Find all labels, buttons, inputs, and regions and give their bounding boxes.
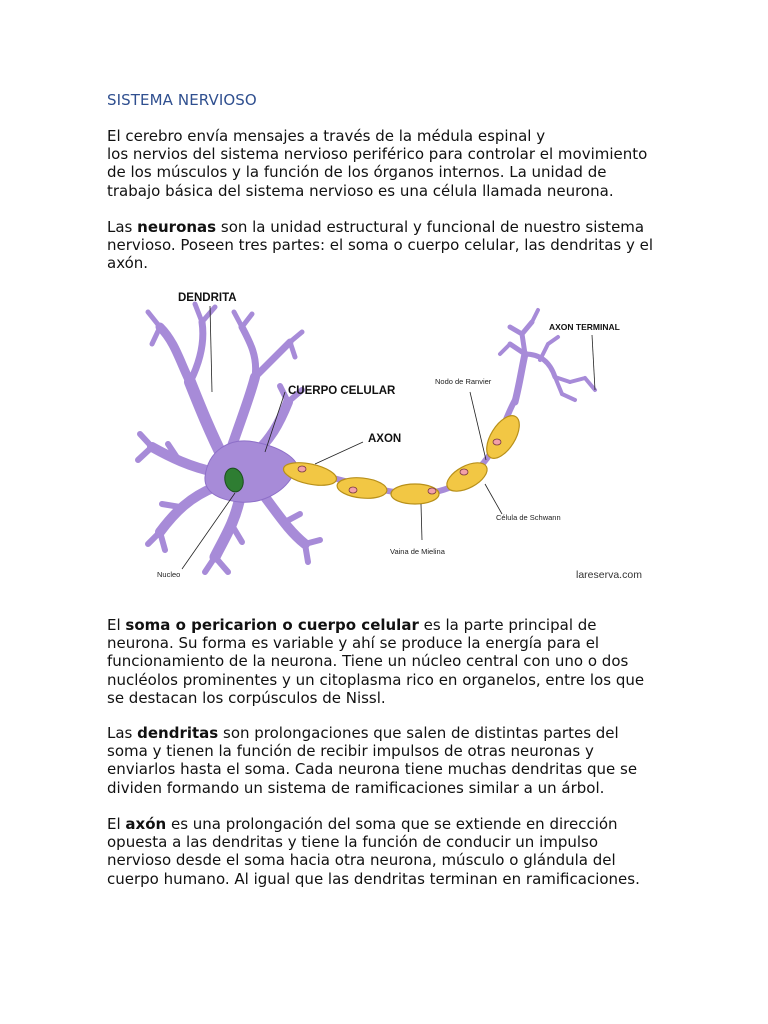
text-line: nervioso. Poseen tres partes: el soma o cuerpo celular, las dendritas y el <box>107 236 654 255</box>
text-line <box>107 724 667 742</box>
text-line: soma y tienen la función de recibir impulsos de otras neuronas y <box>107 742 594 761</box>
label-cuerpo-celular: CUERPO CELULAR <box>288 385 396 397</box>
text-line <box>107 218 667 236</box>
dendritas-paragraph <box>107 724 667 797</box>
text-line: funcionamiento de la neurona. Tiene un núcleo central con uno o dos <box>107 652 629 671</box>
label-vaina-mielina: Vaina de Mielina <box>390 547 445 556</box>
text-line: neurona. Su forma es variable y ahí se produce la energía para el <box>107 634 600 653</box>
text-run: es la parte principal de <box>418 616 597 634</box>
text-run: son la unidad estructural y funcional de nuestro sistema <box>216 218 645 236</box>
text-line: de los músculos y la función de los órganos internos. La unidad de <box>107 163 607 182</box>
soma-paragraph <box>107 616 667 707</box>
text-run: Las <box>107 218 138 236</box>
text-run: es una prolongación del soma que se extiende en dirección <box>166 815 618 833</box>
axon-paragraph <box>107 815 667 888</box>
text-line: opuesta a las dendritas y tiene la función de conducir un impulso <box>107 833 599 852</box>
text-run: son prolongaciones que salen de distintas partes del <box>218 724 619 742</box>
label-nodo-ranvier: Nodo de Ranvier <box>435 377 492 386</box>
label-dendrita: DENDRITA <box>178 292 237 304</box>
text-run: Las <box>107 724 138 742</box>
label-nucleo: Nucleo <box>157 570 181 579</box>
page-title: SISTEMA NERVIOSO <box>107 91 257 109</box>
bold-term: soma o pericarion o cuerpo celular <box>125 616 419 634</box>
bold-term: neuronas <box>137 218 217 236</box>
neuronas-paragraph <box>107 218 667 273</box>
text-line: axón. <box>107 254 149 273</box>
text-line: cuerpo humano. Al igual que las dendritas terminan en ramificaciones. <box>107 869 640 888</box>
text-line <box>107 616 667 634</box>
intro-paragraph <box>107 127 667 200</box>
neuron-diagram <box>130 282 660 592</box>
text-line: enviarlos hasta el soma. Cada neurona tiene muchas dendritas que se <box>107 760 638 779</box>
text-run: El <box>107 616 126 634</box>
label-axon: AXON <box>368 433 402 445</box>
bold-term: dendritas <box>137 724 219 742</box>
bold-term: axón <box>125 815 167 833</box>
neuron-illustration <box>130 282 660 592</box>
text-line: nervioso desde el soma hacia otra neurona, músculo o glándula del <box>107 851 616 870</box>
text-line <box>107 815 667 833</box>
text-line: El cerebro envía mensajes a través de la médula espinal y <box>107 127 546 145</box>
text-line: se destacan los corpúsculos de Nissl. <box>107 688 386 707</box>
label-celula-schwann: Célula de Schwann <box>496 513 561 522</box>
text-line: los nervios del sistema nervioso periférico para controlar el movimiento <box>107 145 648 164</box>
text-line: nucléolos prominentes y un citoplasma rico en organelos, entre los que <box>107 670 645 689</box>
image-credit: lareserva.com <box>576 569 642 581</box>
dendrites <box>138 304 320 572</box>
text-line: dividen formando un sistema de ramificaciones similar a un árbol. <box>107 778 605 797</box>
label-axon-terminal: AXON TERMINAL <box>549 322 620 332</box>
myelin-sheaths <box>282 410 526 504</box>
text-run: El <box>107 815 126 833</box>
text-line: trabajo básica del sistema nervioso es una célula llamada neurona. <box>107 181 614 200</box>
